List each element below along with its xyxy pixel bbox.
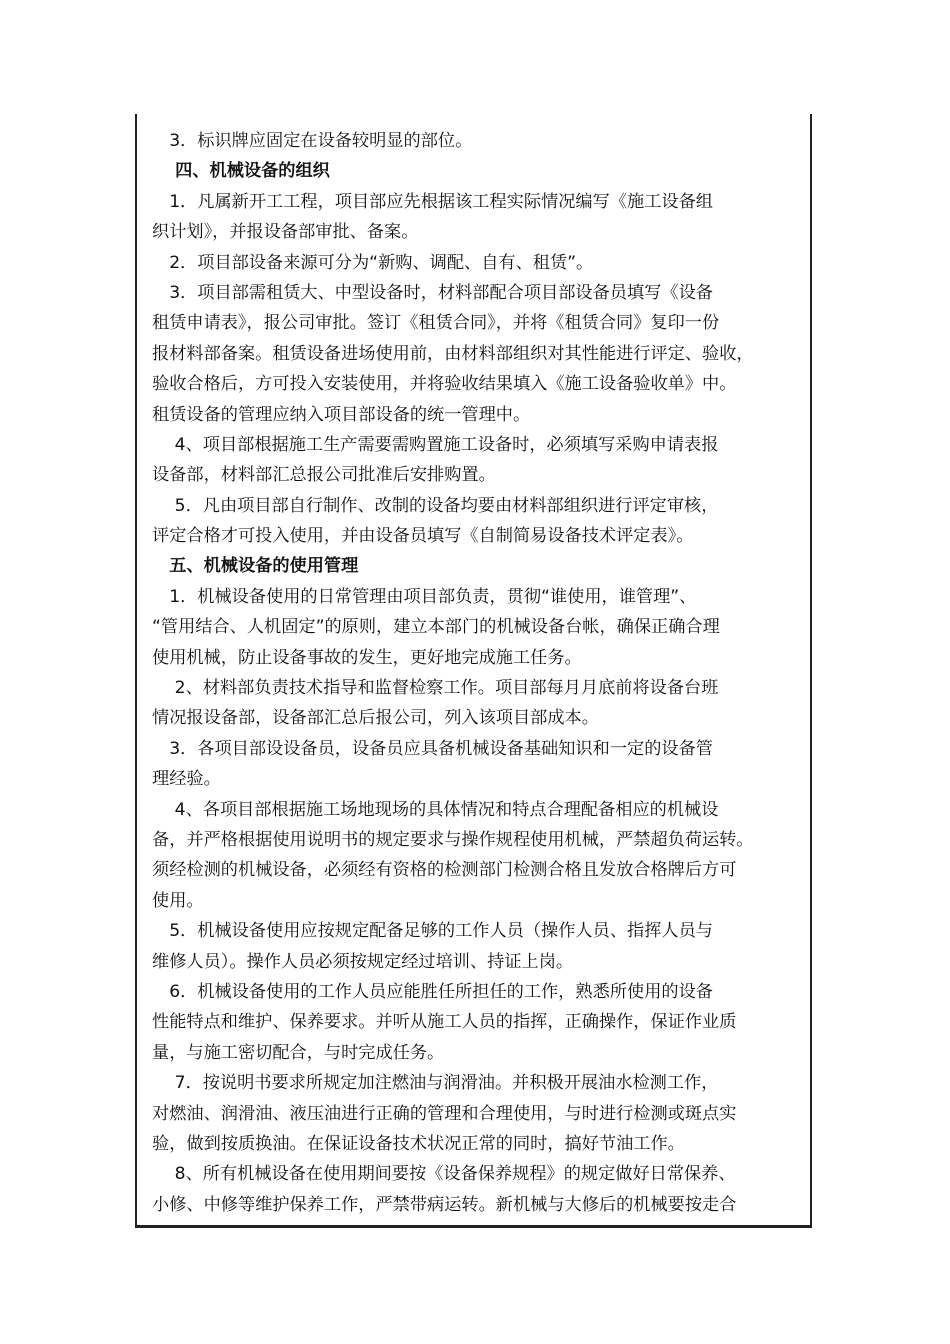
text-line: 租赁申请表》，报公司审批。签订《租赁合同》，并将《租赁合同》复印一份 [152, 313, 720, 334]
text-line: 维修人员）。操作人员必须按规定经过培训、持证上岗。 [152, 951, 574, 972]
text-line: 1．凡属新开工工程，项目部应先根据该工程实际情况编写《施工设备组 [152, 191, 713, 212]
text-line: 性能特点和维护、保养要求。并听从施工人员的指挥，正确操作，保证作业质 [152, 1012, 737, 1033]
text-line: 评定合格才可投入使用，并由设备员填写《自制简易设备技术评定表》。 [152, 526, 694, 547]
text-line: 4、各项目部根据施工场地现场的具体情况和特点合理配备相应的机械设 [152, 799, 719, 820]
text-line: 3．标识牌应固定在设备较明显的部位。 [152, 131, 473, 151]
text-line: 2．项目部设备来源可分为“新购、调配、自有、租赁”。 [152, 252, 594, 273]
text-line: 织计划》，并报设备部审批、备案。 [152, 222, 419, 243]
text-line: 使用机械，防止设备事故的发生，更好地完成施工任务。 [152, 647, 582, 668]
text-line: 6．机械设备使用的工作人员应能胜任所担任的工作，熟悉所使用的设备 [152, 981, 713, 1002]
document-body [152, 126, 812, 1220]
text-line: 租赁设备的管理应纳入项目部设备的统一管理中。 [152, 404, 531, 425]
text-line: 2、材料部负责技术指导和监督检察工作。项目部每月月底前将设备台班 [152, 678, 719, 699]
text-line: 4、项目部根据施工生产需要需购置施工设备时，必须填写采购申请表报 [152, 434, 719, 455]
text-line: 5．机械设备使用应按规定配备足够的工作人员（操作人员、指挥人员与 [152, 921, 713, 942]
text-line: 设备部，材料部汇总报公司批准后安排购置。 [152, 465, 496, 486]
text-line: 使用。 [152, 890, 204, 911]
text-line: 8、所有机械设备在使用期间要按《设备保养规程》的规定做好日常保养、 [152, 1164, 736, 1185]
text-line: 验，做到按质换油。在保证设备技术状况正常的同时，搞好节油工作。 [152, 1133, 685, 1154]
text-line: 情况报设备部，设备部汇总后报公司，列入该项目部成本。 [152, 708, 599, 729]
text-line: 备，并严格根据使用说明书的规定要求与操作规程使用机械，严禁超负荷运转。 [152, 829, 754, 850]
text-line: 小修、中修等维护保养工作，严禁带病运转。新机械与大修后的机械要按走合 [152, 1194, 737, 1215]
text-line: 报材料部备案。租赁设备进场使用前，由材料部组织对其性能进行评定、验收， [152, 343, 754, 364]
text-line: 7．按说明书要求所规定加注燃油与润滑油。并积极开展油水检测工作， [152, 1073, 719, 1094]
text-line: 5．凡由项目部自行制作、改制的设备均要由材料部组织进行评定审核， [152, 495, 719, 516]
text-line: 1．机械设备使用的日常管理由项目部负责，贯彻“谁使用，谁管理”、 [152, 586, 697, 607]
text-line: 3．各项目部设设备员，设备员应具备机械设备基础知识和一定的设备管 [152, 738, 713, 759]
text-line: 理经验。 [152, 769, 221, 790]
text-line: 对燃油、润滑油、液压油进行正确的管理和合理使用，与时进行检测或斑点实 [152, 1103, 737, 1124]
text-line: 3．项目部需租赁大、中型设备时，材料部配合项目部设备员填写《设备 [152, 282, 713, 303]
text-line: 须经检测的机械设备，必须经有资格的检测部门检测合格且发放合格牌后方可 [152, 860, 737, 881]
text-line: 验收合格后，方可投入安装使用，并将验收结果填入《施工设备验收单》中。 [152, 374, 737, 395]
text-line: 量，与施工密切配合，与时完成任务。 [152, 1042, 445, 1063]
section-heading: 四、机械设备的组织 [152, 161, 330, 182]
section-heading: 五、机械设备的使用管理 [152, 556, 359, 577]
text-line: “管用结合、人机固定”的原则，建立本部门的机械设备台帐，确保正确合理 [152, 617, 720, 638]
